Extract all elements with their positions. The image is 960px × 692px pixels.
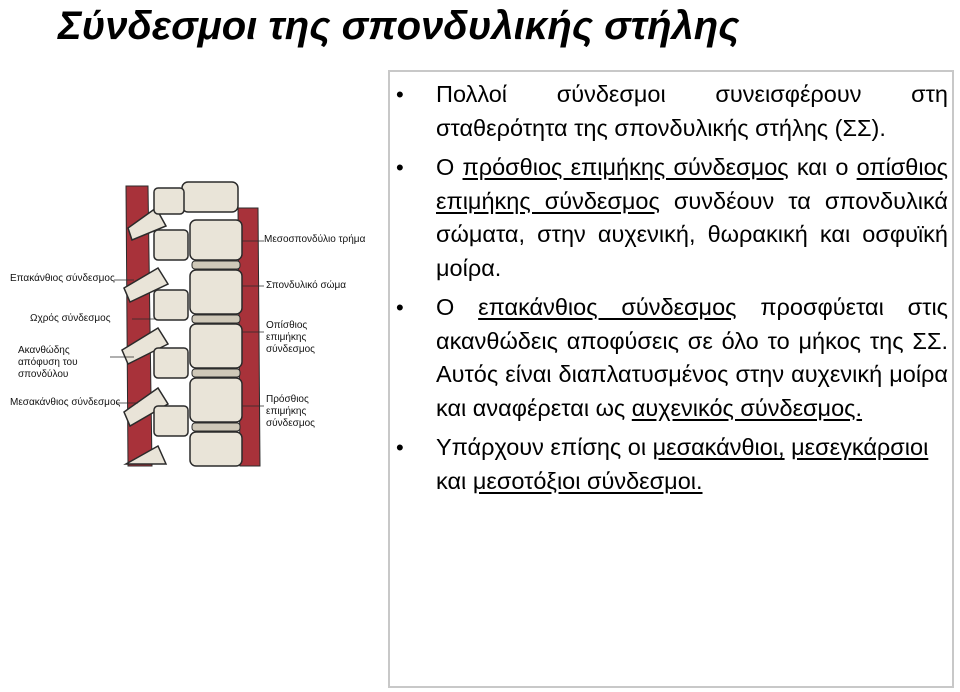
underlined-term: μεσοτόξιοι σύνδεσμοι.: [472, 467, 703, 494]
underlined-term: αυχενικός σύνδεσμος.: [631, 394, 863, 421]
bullet-text: και: [436, 467, 473, 494]
bullet-text: προσφύεται στις ακανθώδεις αποφύσεις σε όλο το μήκος της ΣΣ. Αυτός είναι διαπλατυσμένος στην αυχενική μοίρα και αναφέρεται ως: [436, 294, 948, 421]
bullet-text: Υπάρχουν επίσης οι: [436, 434, 653, 460]
underlined-term: μεσακάνθιοι,: [652, 434, 785, 460]
bullet-item: [392, 431, 948, 498]
bullet-text: Πολλοί σύνδεσμοι συνεισφέρουν στη σταθερότητα της σπονδυλικής στήλης (ΣΣ).: [436, 81, 948, 141]
slide-title: Σύνδεσμοι της σπονδυλικής στήλης: [58, 4, 740, 48]
bullet-item: [392, 78, 948, 145]
label-vertebral-body: Σπονδυλικό σώμα: [266, 280, 347, 291]
label-spinous-process: Ακανθώδης απόφυση του σπονδύλου: [18, 345, 78, 380]
underlined-term: επακάνθιος σύνδεσμος: [478, 294, 737, 320]
bullet-text: συνδέουν τα σπονδυλικά σώματα, στην αυχενική, θωρακική και οσφυϊκή μοίρα.: [436, 187, 949, 281]
label-anterior-longitudinal: Πρόσθιος επιμήκης σύνδεσμος: [266, 394, 315, 429]
bullet-text: και ο: [788, 154, 857, 180]
label-posterior-longitudinal: Οπίσθιος επιμήκης σύνδεσμος: [266, 320, 315, 355]
label-supraspinous: Επακάνθιος σύνδεσμος: [10, 273, 115, 284]
label-flavum: Ωχρός σύνδεσμος: [30, 313, 111, 324]
label-interforaminal: Μεσοσπονδύλιο τρήμα: [264, 234, 366, 245]
underlined-term: πρόσθιος επιμήκης σύνδεσμος: [462, 154, 789, 180]
bullet-text: Ο: [436, 154, 463, 180]
bullet-list: [392, 78, 948, 504]
bullet-item: [392, 151, 948, 285]
underlined-term: οπίσθιος επιμήκης σύνδεσμος: [436, 154, 948, 214]
spine-figure: [6, 168, 366, 468]
label-interspinous: Μεσακάνθιος σύνδεσμος: [10, 397, 121, 408]
underlined-term: μεσεγκάρσιοι: [791, 434, 929, 460]
bullet-item: [392, 291, 948, 425]
bullet-text: Ο: [436, 294, 479, 320]
